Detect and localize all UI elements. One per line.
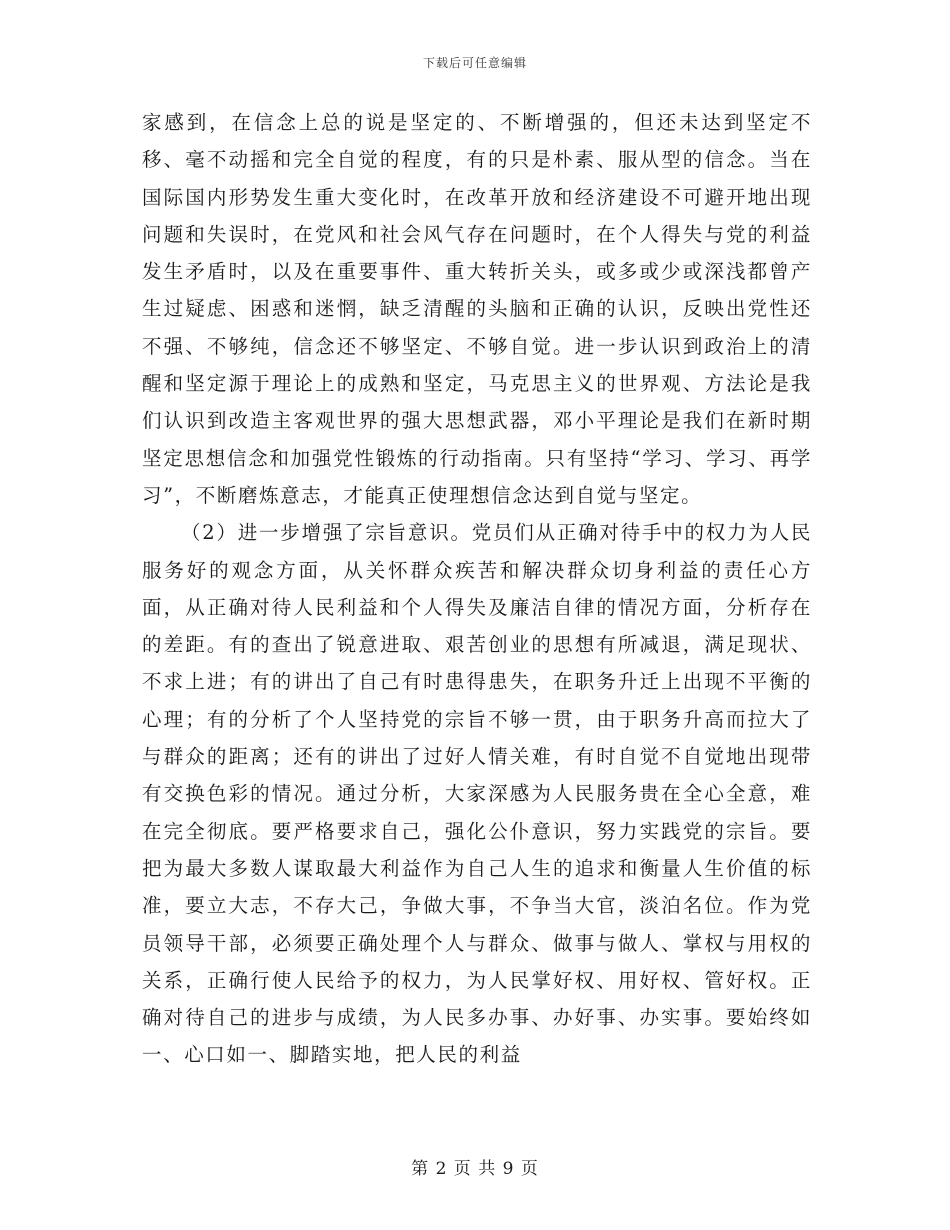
page-footer — [0, 1154, 950, 1179]
page-number: 第 2 页 共 9 页 — [411, 1159, 539, 1179]
document-body — [142, 104, 812, 1074]
paragraph-purpose-awareness: （2）进一步增强了宗旨意识。党员们从正确对待手中的权力为人民服务好的观念方面，从关怀群众疾苦和解决群众切身利益的责任心方面，从正确对待人民利益和个人得失及廉洁自律的情况方面，分析存在的差距。有的查出了锐意进取、艰苦创业的思想有所减退，满足现状、不求上进；有的讲出了自己有时患得患失，在职务升迁上出现不平衡的心理；有的分析了个人坚持党的宗旨不够一贯，由于职务升高而拉大了与群众的距离；还有的讲出了过好人情关难，有时自觉不自觉地出现带有交换色彩的情况。通过分析，大家深感为人民服务贵在全心全意，难在完全彻底。要严格要求自己，强化公仆意识，努力实践党的宗旨。要把为最大多数人谋取最大利益作为自己人生的追求和衡量人生价值的标准，要立大志，不存大己，争做大事，不争当大官，淡泊名位。作为党员领导干部，必须要正确处理个人与群众、做事与做人、掌权与用权的关系，正确行使人民给予的权力，为人民掌好权、用好权、管好权。正确对待自己的进步与成绩，为人民多办事、办好事、办实事。要始终如一、心口如一、脚踏实地，把人民的利益 — [142, 521, 812, 1067]
page-header: 下载后可任意编辑 — [422, 56, 527, 70]
paragraph-continuation: 家感到，在信念上总的说是坚定的、不断增强的，但还未达到坚定不移、毫不动摇和完全自觉的程度，有的只是朴素、服从型的信念。当在国际国内形势发生重大变化时，在改革开放和经济建设不可避开地出现问题和失误时，在党风和社会风气存在问题时，在个人得失与党的利益发生矛盾时，以及在重要事件、重大转折关头，或多或少或深浅都曾产生过疑虑、困惑和迷惘，缺乏清醒的头脑和正确的认识，反映出党性还不强、不够纯，信念还不够坚定、不够自觉。进一步认识到政治上的清醒和坚定源于理论上的成熟和坚定，马克思主义的世界观、方法论是我们认识到改造主客观世界的强大思想武器，邓小平理论是我们在新时期坚定思想信念和加强党性锻炼的行动指南。只有坚持“学习、学习、再学习”，不断磨炼意志，才能真正使理想信念达到自觉与坚定。 — [142, 111, 812, 507]
